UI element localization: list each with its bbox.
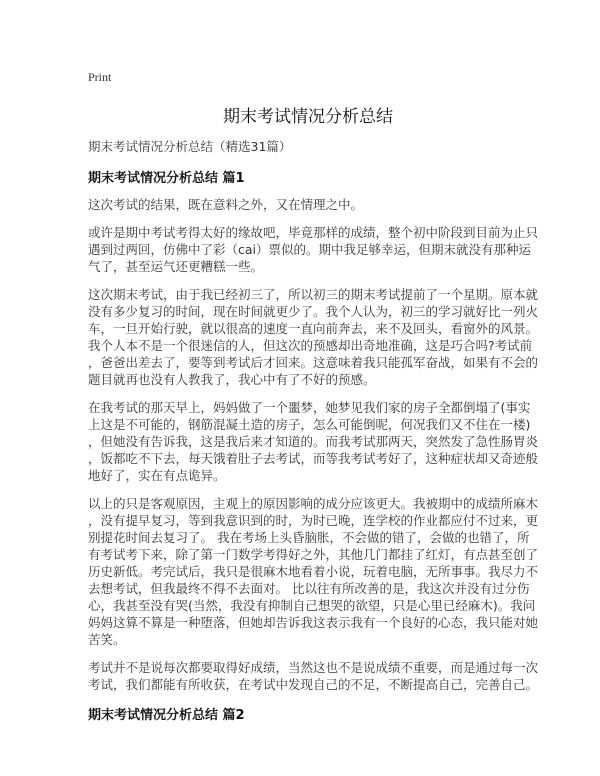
paragraph-line: 我个人本不是一个很迷信的人，但这次的预感却出奇地准确，这是巧合吗?考试前 xyxy=(88,338,533,353)
paragraph-line: 这次期末考试，由于我已经初三了，所以初三的期末考试提前了一个星期。原本就 xyxy=(88,287,539,302)
paragraph-line: 苦笑。 xyxy=(88,632,126,647)
paragraph-line: 上这是不可能的，钢筋混凝土造的房子，怎么可能倒呢，何况我们又不住在一楼) xyxy=(88,417,531,432)
paragraph xyxy=(88,659,539,693)
paragraph-line: 考试，我们都能有所收获，在考试中发现自己的不足，不断提高自己，完善自己。 xyxy=(88,677,539,692)
paragraph xyxy=(88,196,528,213)
paragraph-line: 心，我甚至没有哭(当然，我没有抑制自己想哭的欲望，只是心里已经麻木)。我问 xyxy=(88,598,536,613)
document-body xyxy=(88,167,539,723)
paragraph-line: 遇到过两回，仿佛中了彩（cai）票似的。期中我足够幸运，但期末就没有那种运 xyxy=(88,242,532,257)
print-link[interactable]: Print xyxy=(88,70,112,84)
paragraph-line: 没有多少复习的时间，现在时间就更少了。我个人认为，初三的学习就好比一列火 xyxy=(88,304,539,319)
paragraph-line: 历史新低。考完试后，我只是很麻木地看着小说，玩着电脑，无所事事。我尽力不 xyxy=(88,564,539,579)
document-page xyxy=(88,70,539,733)
paragraph-line: ，但她没有告诉我，这是我后来才知道的。而我考试那两天，突然发了急性肠胃炎 xyxy=(88,434,539,449)
paragraph-line: ，没有提早复习，等到我意识到的时，为时已晚，连学校的作业都应付不过来，更 xyxy=(88,513,539,528)
paragraph-line: 气了，甚至运气还更糟糕一些。 xyxy=(88,259,264,274)
paragraph-line: 或许是期中考试考得太好的缘故吧，毕竟那样的成绩，整个初中阶段到目前为止只 xyxy=(88,225,539,240)
paragraph-line: 地好了，实在有点诡异。 xyxy=(88,468,226,483)
paragraph-line: 在我考试的那天早上，妈妈做了一个噩梦，她梦见我们家的房子全都倒塌了(事实 xyxy=(88,400,531,415)
paragraph-line: ，爸爸出差去了，要等到考试后才回来。这意味着我只能孤军奋战，如果有不会的 xyxy=(88,355,539,370)
paragraph-line: 去想考试，但我最终不得不去面对。 比以往有所改善的是，我这次并没有过分伤 xyxy=(88,581,530,596)
paragraph-line: 题目就再也没有人教我了，我心中有了不好的预感。 xyxy=(88,372,376,387)
paragraph-line: 车，一旦开始行驶，就以很高的速度一直向前奔去，来不及回头，看窗外的风景。 xyxy=(88,321,539,336)
paragraph-line: 有考试考下来，除了第一门数学考得好之外，其他几门都挂了红灯，有点甚至创了 xyxy=(88,547,539,562)
document-subtitle: 期末考试情况分析总结（精选31篇） xyxy=(88,139,292,154)
paragraph-line: 考试并不是说每次都要取得好成绩，当然这也不是说成绩不重要，而是通过每一次 xyxy=(88,660,539,675)
paragraph-line: ，饭都吃不下去，每天饿着肚子去考试，而等我考试考好了，这种症状却又奇迹般 xyxy=(88,451,539,466)
section-heading: 期末考试情况分析总结 篇2 xyxy=(88,708,245,723)
section-heading: 期末考试情况分析总结 篇1 xyxy=(88,171,245,186)
paragraph-line: 这次考试的结果，既在意料之外，又在情理之中。 xyxy=(88,197,364,212)
paragraph xyxy=(88,399,539,484)
paragraph xyxy=(88,224,539,275)
paragraph xyxy=(88,286,539,388)
paragraph-line: 妈妈这算不算是一种堕落，但她却告诉我这表示我有一个良好的心态，我只能对她 xyxy=(88,615,539,630)
paragraph-line: 别提花时间去复习了。 我在考场上头昏脑胀，不会做的错了，会做的也错了，所 xyxy=(88,530,530,545)
paragraph xyxy=(88,495,539,648)
document-title: 期末考试情况分析总结 xyxy=(223,107,393,127)
paragraph-line: 以上的只是客观原因，主观上的原因影响的成分应该更大。我被期中的成绩所麻木 xyxy=(88,496,539,511)
